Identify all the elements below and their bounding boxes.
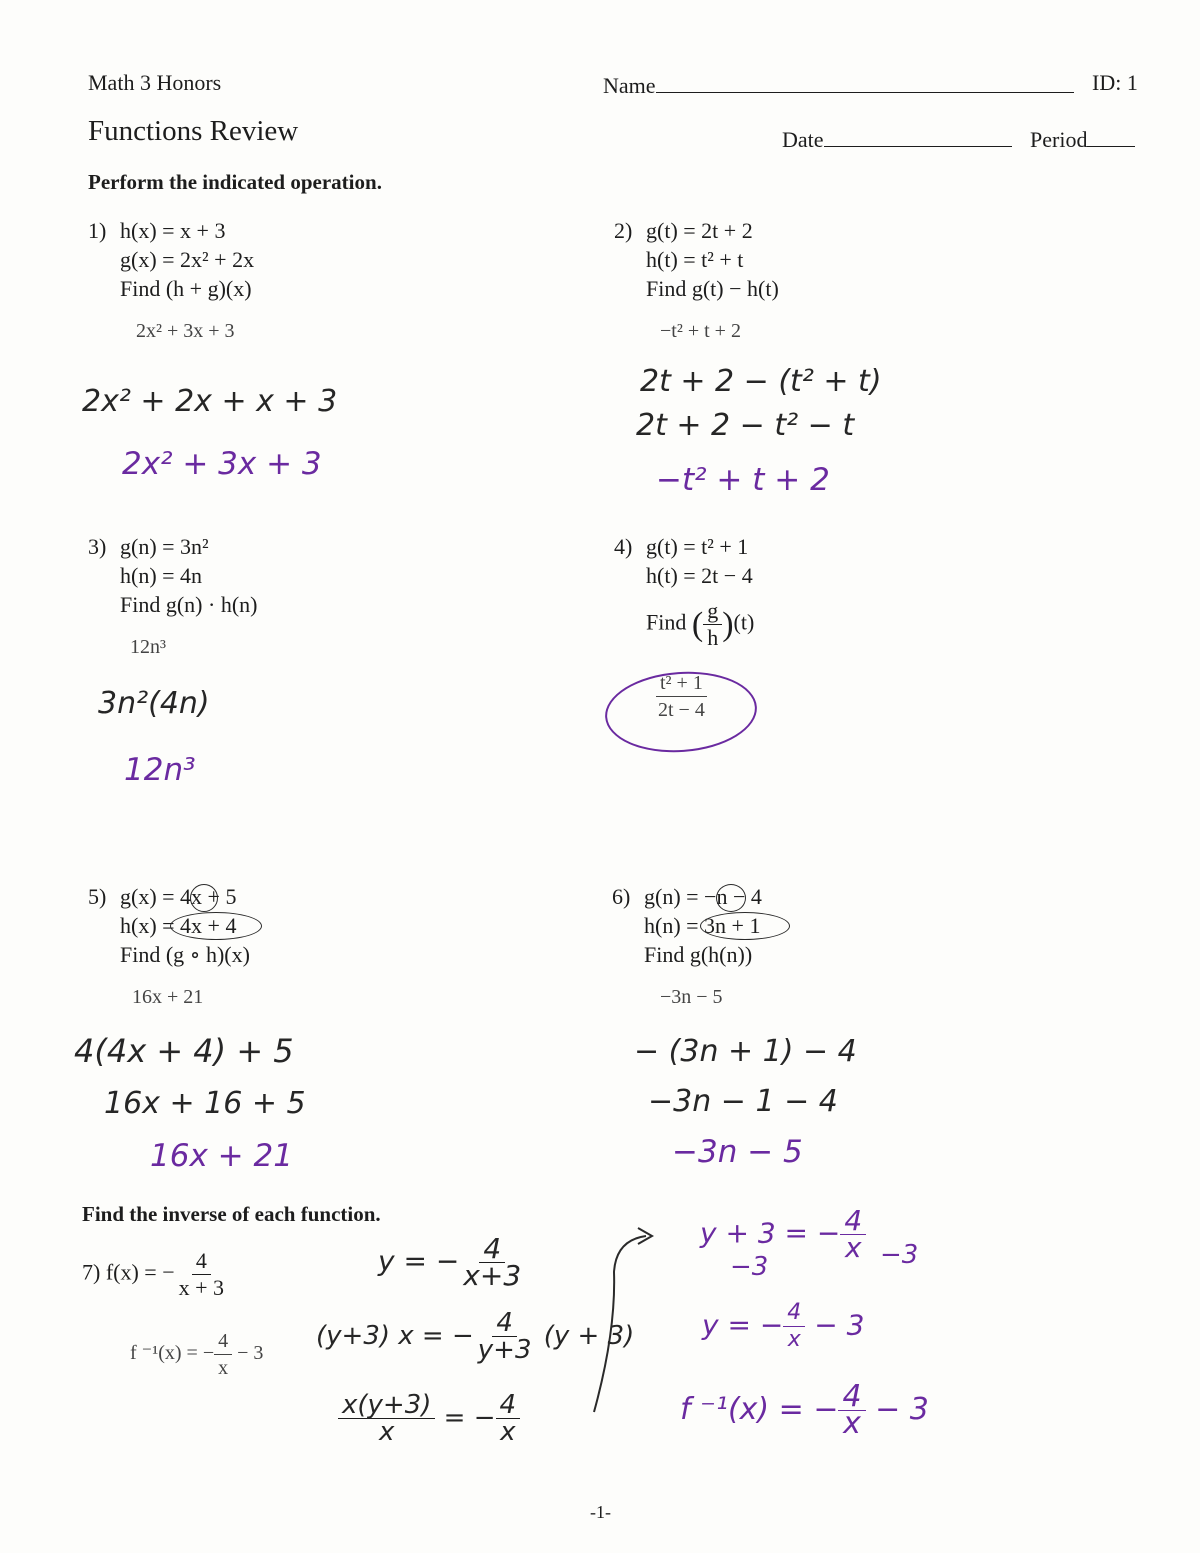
handwritten-work: 2t + 2 − (t² + t) xyxy=(640,364,882,399)
fraction-denominator: x xyxy=(379,1417,395,1447)
answer-key xyxy=(130,1328,263,1381)
problem-1 xyxy=(88,216,408,306)
paren-close: ) xyxy=(722,606,734,643)
problem-line: Find (h + g)(x) xyxy=(120,276,252,301)
problem-line: h(x) = 4x + 4 xyxy=(120,913,237,938)
problem-line: Find (g ∘ h)(x) xyxy=(120,942,250,967)
paren-open: ( xyxy=(691,606,704,643)
handwritten-work xyxy=(378,1232,525,1292)
handwritten-work: − (3n + 1) − 4 xyxy=(634,1034,857,1069)
work-text: y = − xyxy=(378,1244,460,1278)
fraction-denominator: h xyxy=(707,625,719,650)
problem-line: g(t) = t² + 1 xyxy=(646,534,749,559)
answer-key: 16x + 21 xyxy=(132,986,204,1008)
function-prefix: f(x) = − xyxy=(105,1259,175,1285)
fraction-argument: (t) xyxy=(733,609,755,635)
name-field[interactable] xyxy=(603,70,1074,99)
handwritten-final-answer xyxy=(680,1379,929,1441)
name-blank[interactable] xyxy=(656,70,1074,93)
work-text: (y+3) x = − xyxy=(316,1321,474,1351)
problem-line: h(t) = t² + t xyxy=(646,247,744,272)
fraction xyxy=(703,598,722,651)
problem-line: Find g(n) · h(n) xyxy=(120,592,258,617)
handwritten-final-answer: −3n − 5 xyxy=(672,1134,803,1170)
work-text: − 3 xyxy=(875,1392,929,1427)
date-field[interactable] xyxy=(782,124,1012,153)
fraction-denominator: x xyxy=(500,1417,516,1447)
fraction-numerator: 4 xyxy=(479,1236,505,1263)
problem-3 xyxy=(88,532,408,622)
answer-key: −3n − 5 xyxy=(660,986,723,1008)
problem-line: h(n) = 3n + 1 xyxy=(644,913,761,938)
find-label: Find xyxy=(646,609,687,635)
circle-mark xyxy=(190,884,218,912)
fraction-numerator: 4 xyxy=(192,1248,211,1275)
date-blank[interactable] xyxy=(824,124,1012,147)
period-label: Period xyxy=(1030,127,1088,152)
handwritten-work: 2x² + 2x + x + 3 xyxy=(82,384,338,419)
answer-key: 2x² + 3x + 3 xyxy=(136,320,235,342)
work-text: y + 3 = − xyxy=(700,1216,841,1250)
problem-line: h(x) = x + 3 xyxy=(120,218,226,243)
problem-number: 4) xyxy=(614,534,633,559)
problem-line: g(n) = −n − 4 xyxy=(644,884,762,909)
problem-line: Find g(h(n)) xyxy=(644,942,753,967)
fraction-numerator: g xyxy=(703,598,722,625)
handwritten-work: 2t + 2 − t² − t xyxy=(636,408,855,443)
problem-line: Find g(t) − h(t) xyxy=(646,276,779,301)
answer-key: −t² + t + 2 xyxy=(660,320,741,342)
problem-line: g(n) = 3n² xyxy=(120,534,209,559)
problem-line: g(x) = 2x² + 2x xyxy=(120,247,255,272)
problem-7 xyxy=(82,1248,228,1301)
page-title: Functions Review xyxy=(88,115,299,147)
handwritten-work: 4(4x + 4) + 5 xyxy=(74,1032,294,1070)
answer-circle-mark xyxy=(602,667,759,757)
handwritten-subtract: −3 xyxy=(880,1240,919,1270)
name-label: Name xyxy=(603,73,656,98)
fraction-numerator: 4 xyxy=(783,1300,805,1327)
fraction xyxy=(840,1204,866,1264)
handwritten-final-answer: 2x² + 3x + 3 xyxy=(122,446,322,482)
fraction xyxy=(459,1232,525,1292)
fraction xyxy=(474,1310,536,1363)
fraction-denominator: x xyxy=(845,1231,862,1264)
fraction-numerator: x(y+3) xyxy=(338,1392,435,1419)
circle-mark xyxy=(716,884,746,912)
handwritten-work xyxy=(700,1204,866,1264)
fraction-denominator: x xyxy=(218,1357,229,1379)
connector-arrow-curve xyxy=(586,1222,676,1422)
problem-line: h(n) = 4n xyxy=(120,563,203,588)
fraction-denominator: x xyxy=(843,1406,861,1441)
fraction-denominator: 2t − 4 xyxy=(658,699,705,721)
fraction-denominator: x xyxy=(787,1327,801,1352)
period-field[interactable] xyxy=(1030,124,1135,153)
fraction-numerator: 4 xyxy=(496,1392,521,1419)
fraction-denominator: y+3 xyxy=(477,1335,532,1365)
problem-number: 1) xyxy=(88,218,107,243)
handwritten-work: 16x + 16 + 5 xyxy=(104,1086,306,1121)
date-label: Date xyxy=(782,127,824,152)
answer-key: 12n³ xyxy=(130,636,166,658)
problem-number: 6) xyxy=(612,884,631,909)
work-text: f ⁻¹(x) = − xyxy=(680,1392,839,1427)
problem-2 xyxy=(614,216,934,306)
fraction xyxy=(175,1248,228,1301)
circle-mark xyxy=(170,912,262,940)
fraction-numerator: 4 xyxy=(838,1384,865,1411)
handwritten-work xyxy=(702,1300,864,1353)
period-blank[interactable] xyxy=(1087,124,1135,147)
problem-number: 7) xyxy=(82,1259,101,1285)
id-label: ID: 1 xyxy=(1092,70,1138,95)
problem-line xyxy=(646,598,754,648)
fraction xyxy=(838,1379,865,1441)
handwritten-work xyxy=(338,1392,520,1445)
handwritten-work: −3n − 1 − 4 xyxy=(648,1084,838,1119)
answer-prefix: f ⁻¹(x) = − xyxy=(130,1342,215,1365)
problem-4 xyxy=(614,532,934,652)
handwritten-final-answer: 16x + 21 xyxy=(150,1138,293,1174)
fraction-numerator: t² + 1 xyxy=(656,670,707,697)
fraction-denominator: x + 3 xyxy=(178,1275,225,1300)
problem-line: g(x) = 4x + 5 xyxy=(120,884,237,909)
work-text: (y + 3) xyxy=(543,1321,635,1351)
handwritten-final-answer: 12n³ xyxy=(124,752,196,788)
fraction xyxy=(214,1328,232,1381)
fraction-denominator: x+3 xyxy=(463,1259,522,1292)
handwritten-subtract: −3 xyxy=(730,1252,769,1282)
work-text: − 3 xyxy=(814,1308,865,1342)
handwritten-work: 3n²(4n) xyxy=(98,686,210,721)
problem-line: g(t) = 2t + 2 xyxy=(646,218,753,243)
problem-number: 3) xyxy=(88,534,107,559)
fraction xyxy=(496,1392,521,1445)
fraction xyxy=(783,1300,805,1353)
problem-number: 5) xyxy=(88,884,107,909)
fraction-numerator: 4 xyxy=(492,1310,517,1337)
fraction-numerator: 4 xyxy=(214,1328,232,1355)
circle-mark xyxy=(700,912,790,940)
inverse-instruction: Find the inverse of each function. xyxy=(82,1202,381,1226)
course-name: Math 3 Honors xyxy=(88,70,222,95)
work-text: y = − xyxy=(702,1308,784,1342)
answer-suffix: − 3 xyxy=(237,1342,264,1365)
problem-number: 2) xyxy=(614,218,633,243)
page-number: -1- xyxy=(590,1502,611,1522)
problem-line: h(t) = 2t − 4 xyxy=(646,563,753,588)
fraction xyxy=(338,1392,435,1445)
operations-instruction: Perform the indicated operation. xyxy=(88,170,382,194)
fraction-numerator: 4 xyxy=(840,1208,866,1235)
handwritten-final-answer: −t² + t + 2 xyxy=(656,462,830,498)
work-text: = − xyxy=(443,1403,496,1433)
